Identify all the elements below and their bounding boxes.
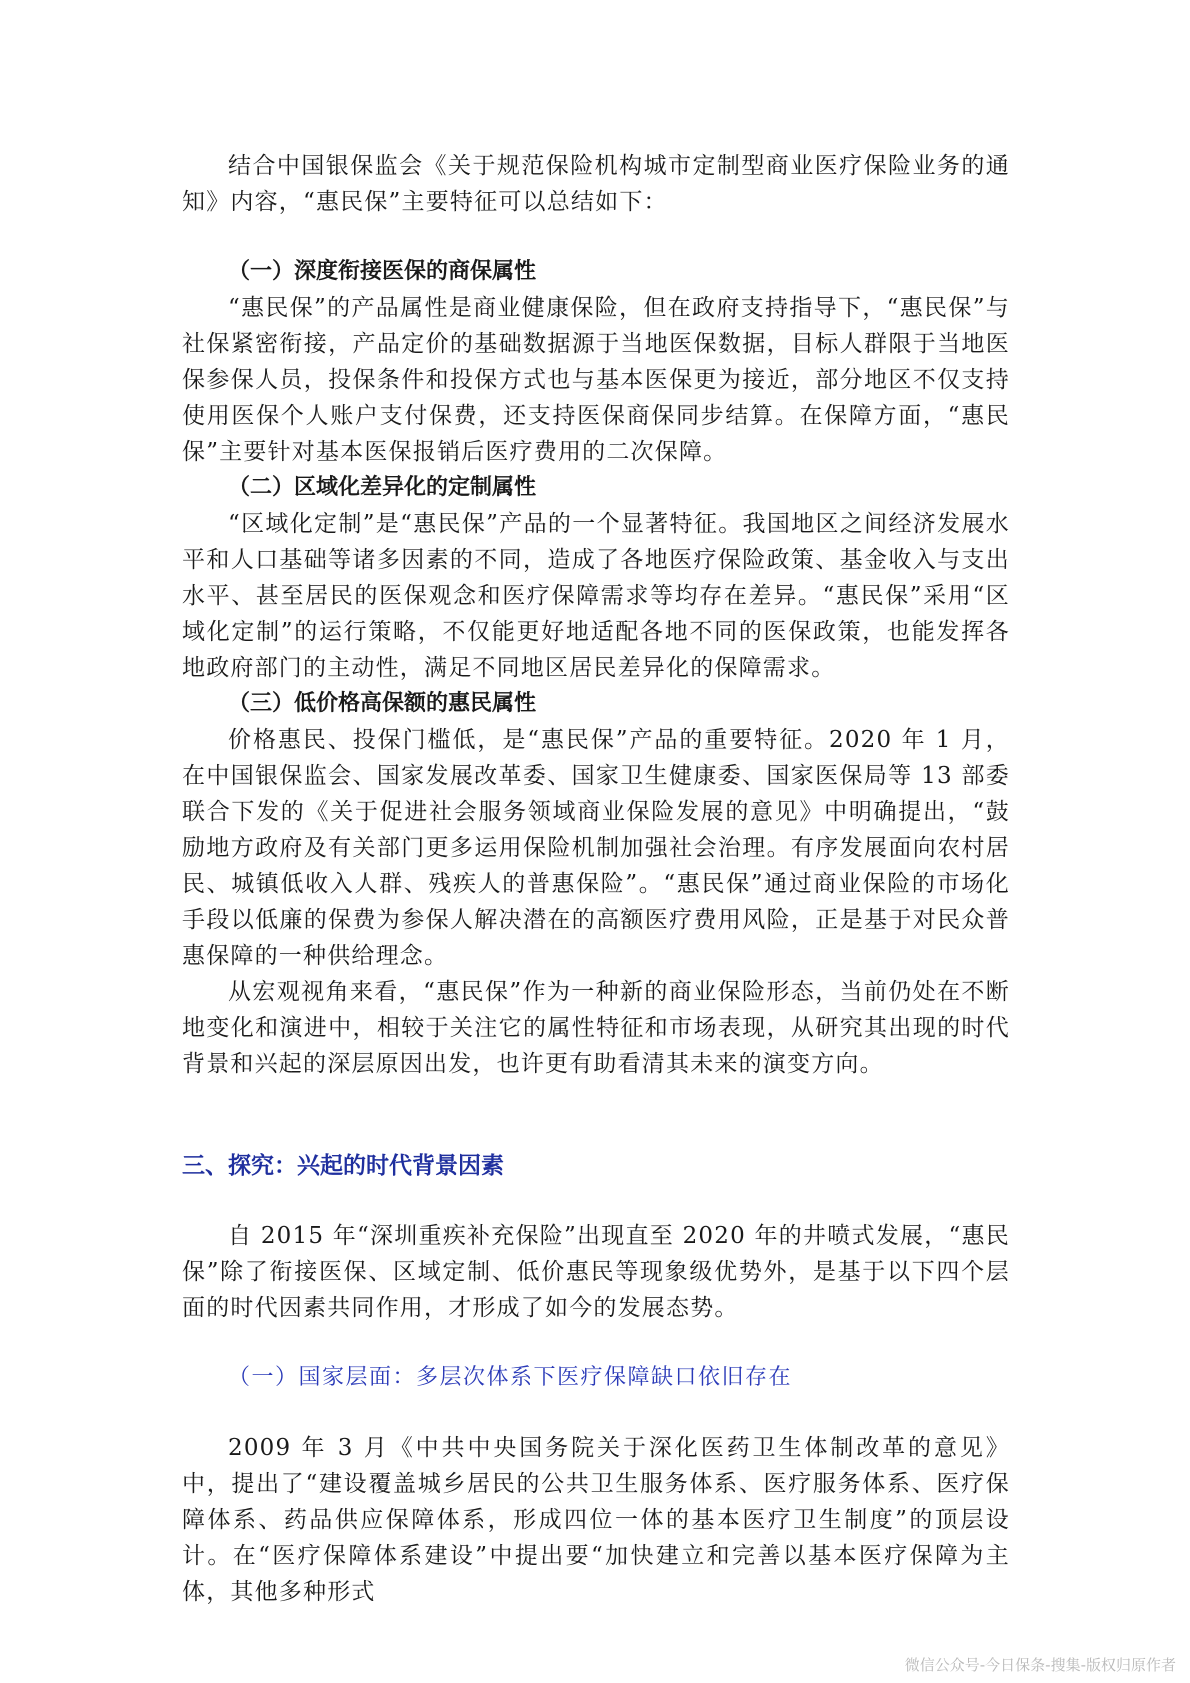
section-heading-1: （一）深度衔接医保的商保属性 [228,259,537,284]
watermark: 微信公众号-今日保条-搜集-版权归原作者 [904,1656,1176,1674]
section-heading-2: （二）区域化差异化的定制属性 [228,475,537,500]
subsection-heading: （一）国家层面：多层次体系下医疗保障缺口依旧存在 [228,1365,793,1390]
section-body-1: “惠民保”的产品属性是商业健康保险，但在政府支持指导下，“惠民保”与社保紧密衔接，产品定价的基础数据源于当地医保数据，目标人群限于当地医保参保人员，投保条件和投保方式也与基本医保更为接近，部分地区不仅支持使用医保个人账户支付保费，还支持医保商保同步结算。在保障方面，“惠民保”主要针对基本医保报销后医疗费用的二次保障。 [182,295,1010,465]
subsection-body: 2009 年 3 月《中共中央国务院关于深化医药卫生体制改革的意见》中，提出了“建设覆盖城乡居民的公共卫生服务体系、医疗服务体系、医疗保障体系、药品供应保障体系，形成四位一体的基本医疗卫生制度”的顶层设计。在“医疗保障体系建设”中提出要“加快建立和完善以基本医疗保障为主体，其他多种形式 [182,1435,1010,1605]
document-page [182,148,1010,1610]
section-body-3: 价格惠民、投保门槛低，是“惠民保”产品的重要特征。2020 年 1 月，在中国银保监会、国家发展改革委、国家卫生健康委、国家医保局等 13 部委联合下发的《关于促进社会服务领域商业保险发展的意见》中明确提出，“鼓励地方政府及有关部门更多运用保险机制加强社会治理。有序发展面向农村居民、城镇低收入人群、残疾人的普惠保险”。“惠民保”通过商业保险的市场化手段以低廉的保费为参保人解决潜在的高额医疗费用风险，正是基于对民众普惠保障的一种供给理念。 [182,727,1010,969]
section-heading-3: （三）低价格高保额的惠民属性 [228,691,537,716]
section-body-2: “区域化定制”是“惠民保”产品的一个显著特征。我国地区之间经济发展水平和人口基础等诸多因素的不同，造成了各地医疗保险政策、基金收入与支出水平、甚至居民的医保观念和医疗保障需求等均存在差异。“惠民保”采用“区域化定制”的运行策略，不仅能更好地适配各地不同的医保政策，也能发挥各地政府部门的主动性，满足不同地区居民差异化的保障需求。 [182,511,1010,681]
intro-paragraph: 结合中国银保监会《关于规范保险机构城市定制型商业医疗保险业务的通知》内容，“惠民保”主要特征可以总结如下： [182,153,1010,215]
macro-paragraph: 从宏观视角来看，“惠民保”作为一种新的商业保险形态，当前仍处在不断地变化和演进中，相较于关注它的属性特征和市场表现，从研究其出现的时代背景和兴起的深层原因出发，也许更有助看清其未来的演变方向。 [182,979,1010,1077]
chapter-heading: 三、探究：兴起的时代背景因素 [182,1153,504,1179]
chapter-intro: 自 2015 年“深圳重疾补充保险”出现直至 2020 年的井喷式发展，“惠民保”除了衔接医保、区域定制、低价惠民等现象级优势外，是基于以下四个层面的时代因素共同作用，才形成了如今的发展态势。 [182,1223,1010,1321]
